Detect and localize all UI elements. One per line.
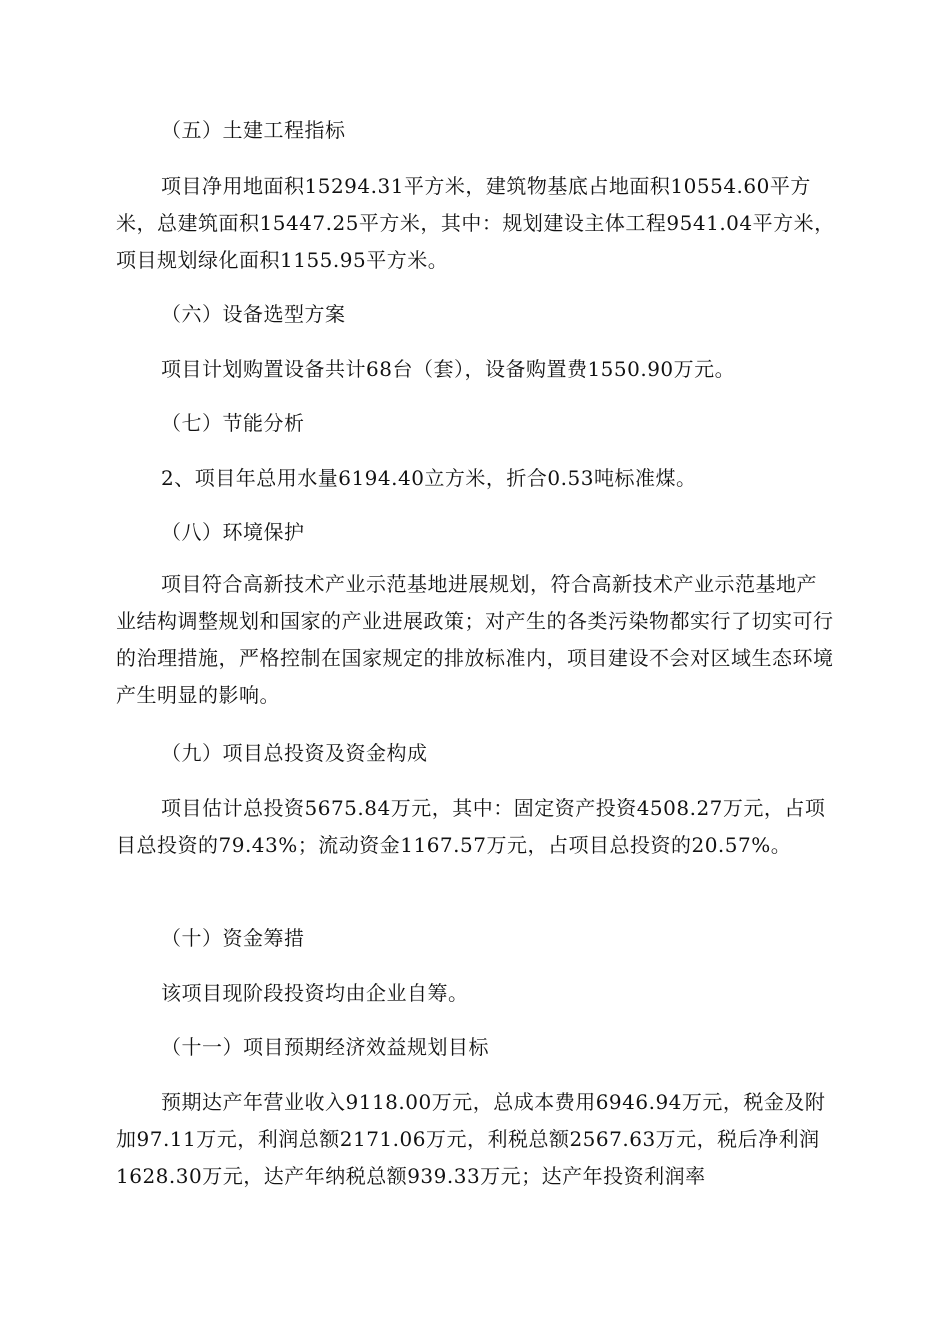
section-body-10: 该项目现阶段投资均由企业自筹。 xyxy=(161,981,469,1005)
section-heading-9: （九）项目总投资及资金构成 xyxy=(161,741,428,765)
section-body-5: 项目净用地面积15294.31平方米，建筑物基底占地面积10554.60平方米，总建筑面积15447.25平方米，其中：规划建设主体工程9541.04平方米，项目规划绿化面积1155.95平方米。 xyxy=(116,174,835,272)
section-heading-8: （八）环境保护 xyxy=(161,520,305,544)
section-heading-7: （七）节能分析 xyxy=(161,411,305,435)
section-body-11: 预期达产年营业收入9118.00万元，总成本费用6946.94万元，税金及附加97.11万元，利润总额2171.06万元，利税总额2567.63万元，税后净利润1628.30万元，达产年纳税总额939.33万元；达产年投资利润率 xyxy=(116,1090,826,1188)
section-heading-11: （十一）项目预期经济效益规划目标 xyxy=(161,1035,489,1059)
section-body-7: 2、项目年总用水量6194.40立方米，折合0.53吨标准煤。 xyxy=(161,466,697,490)
section-body-6: 项目计划购置设备共计68台（套），设备购置费1550.90万元。 xyxy=(161,357,736,381)
section-heading-10: （十）资金筹措 xyxy=(161,926,305,950)
section-body-8: 项目符合高新技术产业示范基地进展规划，符合高新技术产业示范基地产业结构调整规划和国家的产业进展政策；对产生的各类污染物都实行了切实可行的治理措施，严格控制在国家规定的排放标准内，项目建设不会对区域生态环境产生明显的影响。 xyxy=(116,572,834,707)
section-heading-6: （六）设备选型方案 xyxy=(161,302,346,326)
section-heading-5: （五）土建工程指标 xyxy=(161,118,346,142)
section-body-9: 项目估计总投资5675.84万元，其中：固定资产投资4508.27万元，占项目总投资的79.43%；流动资金1167.57万元，占项目总投资的20.57%。 xyxy=(116,796,826,857)
